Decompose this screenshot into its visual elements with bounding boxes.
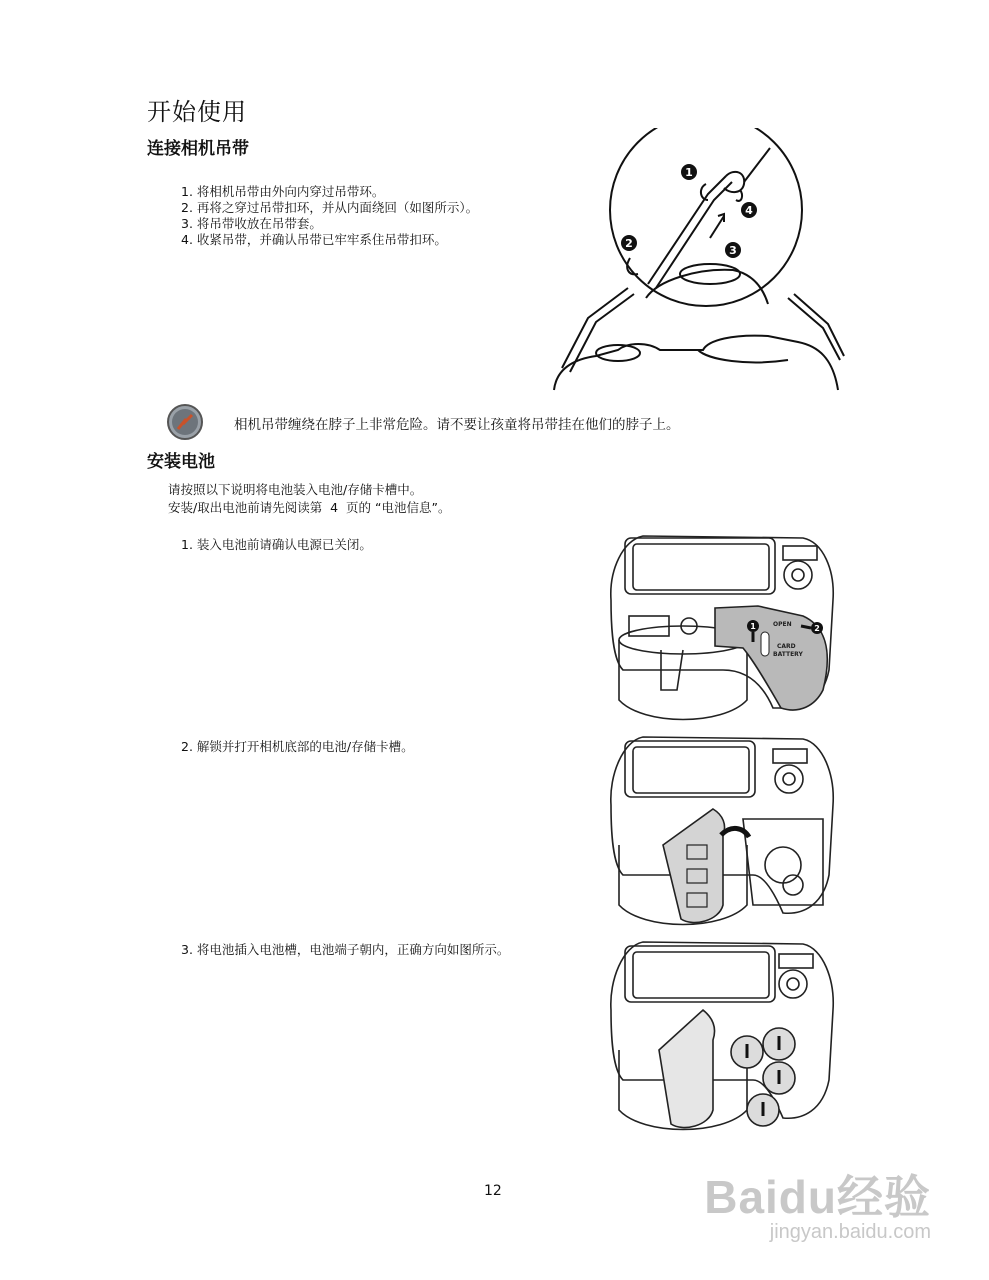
camera-battery-cover-closed-illustration xyxy=(603,530,843,730)
baidu-jingyan-watermark xyxy=(704,1173,931,1244)
battery-step-3: 3. 将电池插入电池槽，电池端子朝内，正确方向如图所示。 xyxy=(181,942,510,957)
strap-step: 1. 将相机吊带由外向内穿过吊带环。 xyxy=(181,184,385,199)
watermark-logo: Baidu经验 xyxy=(704,1171,931,1223)
page-title: 开始使用 xyxy=(147,98,247,126)
camera-insert-batteries-illustration xyxy=(603,940,843,1140)
strap-illustration xyxy=(548,128,848,394)
strap-step: 2. 再将之穿过吊带扣环，并从内面绕回（如图所示）。 xyxy=(181,200,479,215)
battery-section-heading: 安装电池 xyxy=(147,452,215,472)
warning-icon xyxy=(166,403,204,441)
strap-section-heading: 连接相机吊带 xyxy=(147,139,249,159)
diagram-step-number: 1 xyxy=(750,622,756,631)
open-label: OPEN xyxy=(773,621,792,628)
battery-step-2: 2. 解锁并打开相机底部的电池/存储卡槽。 xyxy=(181,739,414,754)
battery-intro-line-1: 请按照以下说明将电池装入电池/存储卡槽中。 xyxy=(168,482,423,497)
diagram-step-number: 4 xyxy=(745,204,753,217)
diagram-step-number: 3 xyxy=(729,244,737,257)
battery-step-1: 1. 装入电池前请确认电源已关闭。 xyxy=(181,537,372,552)
diagram-step-number: 2 xyxy=(625,237,633,250)
arrow-icon xyxy=(710,216,724,238)
strap-step: 3. 将吊带收放在吊带套。 xyxy=(181,216,322,231)
diagram-step-number: 2 xyxy=(814,624,820,633)
card-label: CARD xyxy=(777,643,796,650)
camera-battery-cover-open-illustration xyxy=(603,735,843,935)
watermark-url: jingyan.baidu.com xyxy=(769,1221,931,1243)
strap-step: 4. 收紧吊带，并确认吊带已牢牢系住吊带扣环。 xyxy=(181,232,447,247)
battery-label: BATTERY xyxy=(773,651,803,658)
warning-text: 相机吊带缠绕在脖子上非常危险。请不要让孩童将吊带挂在他们的脖子上。 xyxy=(234,417,680,433)
page-number: 12 xyxy=(484,1183,502,1199)
battery-intro-line-2: 安装/取出电池前请先阅读第 4 页的 “电池信息”。 xyxy=(168,500,451,515)
strap-steps-list xyxy=(181,184,478,248)
diagram-step-number: 1 xyxy=(685,166,693,179)
